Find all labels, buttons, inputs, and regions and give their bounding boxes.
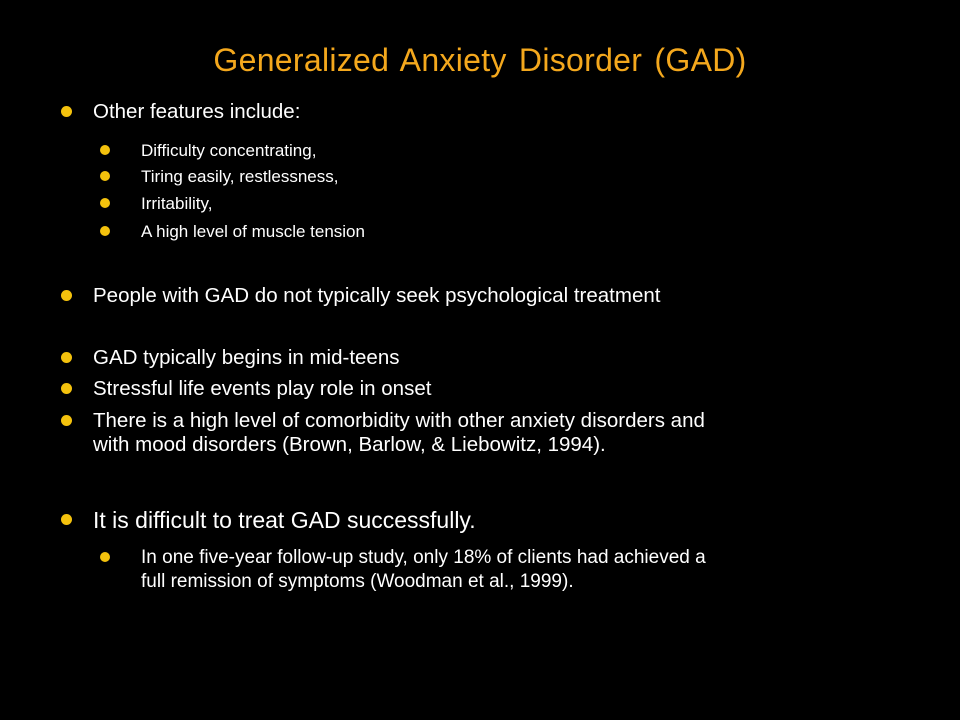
sub-bullet-text: Irritability,: [141, 194, 213, 213]
bullet-text: People with GAD do not typically seek psychological treatment: [93, 284, 661, 307]
bullet-text-line: There is a high level of comorbidity with other anxiety disorders and: [93, 409, 705, 432]
bullet-dot-icon: [61, 106, 72, 117]
sub-bullet-text-line: In one five-year follow-up study, only 18% of clients had achieved a: [141, 547, 706, 568]
bullet-dot-icon: [100, 552, 110, 562]
bullet-text: GAD typically begins in mid-teens: [93, 346, 400, 369]
sub-bullet-text-line: full remission of symptoms (Woodman et al., 1999).: [141, 571, 574, 592]
bullet-dot-icon: [100, 145, 110, 155]
bullet-dot-icon: [100, 198, 110, 208]
sub-bullet-text: Difficulty concentrating,: [141, 141, 317, 160]
bullet-dot-icon: [61, 383, 72, 394]
bullet-dot-icon: [61, 352, 72, 363]
bullet-text: It is difficult to treat GAD successfully.: [93, 507, 476, 533]
bullet-text: Other features include:: [93, 100, 301, 123]
bullet-dot-icon: [61, 514, 72, 525]
slide-title: Generalized Anxiety Disorder (GAD): [213, 42, 747, 78]
sub-bullet-text: Tiring easily, restlessness,: [141, 167, 339, 186]
bullet-text: Stressful life events play role in onset: [93, 377, 432, 400]
bullet-dot-icon: [100, 171, 110, 181]
sub-bullet-text: A high level of muscle tension: [141, 222, 365, 241]
bullet-dot-icon: [100, 226, 110, 236]
bullet-text-line: with mood disorders (Brown, Barlow, & Liebowitz, 1994).: [93, 433, 606, 456]
bullet-dot-icon: [61, 290, 72, 301]
bullet-dot-icon: [61, 415, 72, 426]
